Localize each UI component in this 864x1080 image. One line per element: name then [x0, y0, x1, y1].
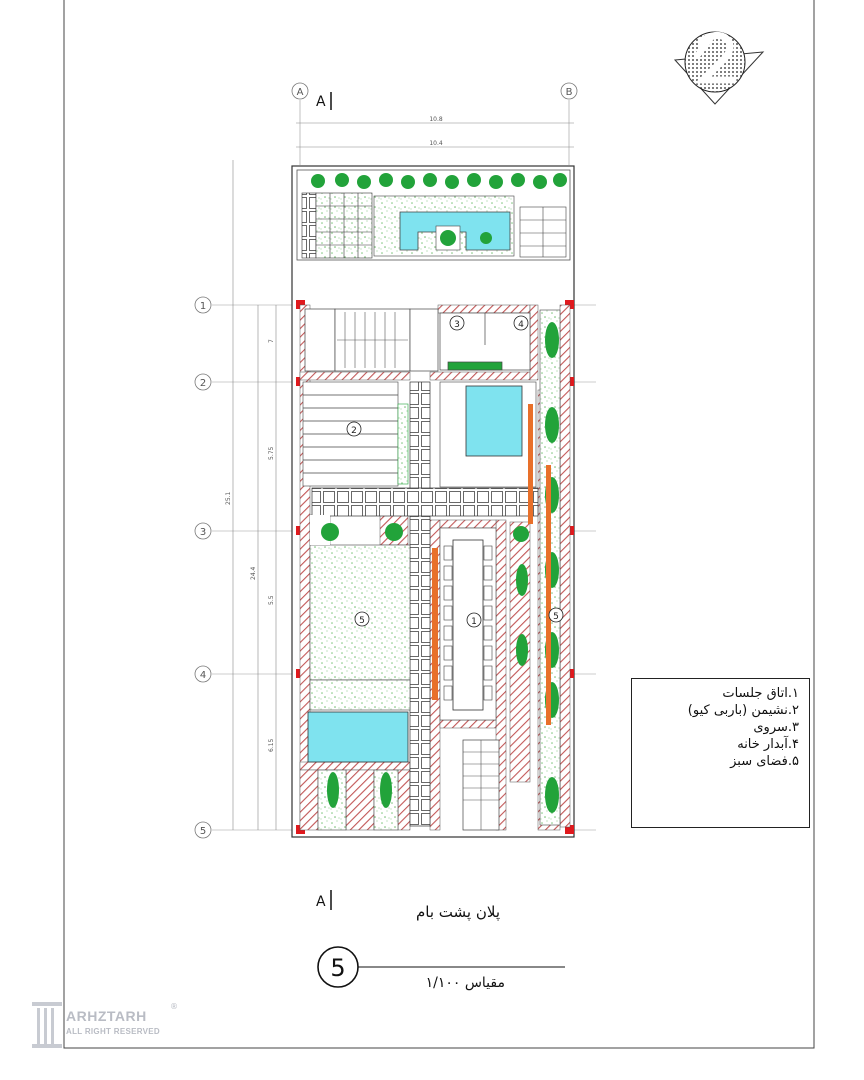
legend-item: ۴.آبدار خانه — [737, 737, 799, 752]
room-tag-5-left — [355, 612, 369, 626]
watermark-registered: ® — [170, 1002, 178, 1011]
section-mark-top — [316, 92, 331, 110]
legend-box — [631, 678, 810, 828]
legend-list — [632, 679, 809, 770]
svg-text:5.5: 5.5 — [268, 595, 275, 605]
watermark — [30, 1000, 190, 1060]
svg-text:5.75: 5.75 — [268, 446, 275, 460]
room-tag-3 — [450, 316, 464, 330]
section-mark-bottom — [316, 890, 331, 910]
room-tag-4 — [514, 316, 528, 330]
svg-text:B: B — [565, 87, 573, 98]
grid-column-B — [561, 83, 577, 165]
legend-item: ۵.فضای سبز — [730, 754, 799, 769]
north-arrow-icon — [675, 32, 763, 104]
svg-text:25.1: 25.1 — [225, 491, 232, 505]
room-tag-1 — [467, 613, 481, 627]
svg-text:2: 2 — [351, 426, 357, 436]
svg-text:3: 3 — [199, 527, 207, 538]
meeting-room — [432, 528, 496, 720]
left-dimensions — [225, 160, 276, 830]
top-garden — [297, 170, 570, 260]
svg-text:5: 5 — [553, 612, 559, 622]
plan-title: پلان پشت بام — [416, 903, 500, 921]
svg-text:A: A — [296, 87, 304, 98]
legend-item: ۲.نشیمن (باربی کیو) — [687, 703, 799, 718]
grid-row-2 — [195, 374, 211, 390]
legend-item: ۳.سروی — [753, 720, 799, 735]
watermark-brand: ARHZTARH — [66, 1008, 147, 1024]
room-tag-2 — [347, 422, 361, 436]
svg-text:24.4: 24.4 — [250, 566, 257, 580]
svg-text:4: 4 — [518, 320, 524, 330]
svg-text:3: 3 — [454, 320, 460, 330]
top-dimensions — [296, 116, 574, 147]
svg-text:1: 1 — [199, 301, 207, 312]
svg-text:1: 1 — [471, 617, 477, 627]
svg-text:5: 5 — [330, 954, 346, 982]
watermark-sub: ALL RIGHT RESERVED — [66, 1027, 161, 1036]
grid-column-A — [292, 83, 308, 165]
grid-row-5 — [195, 822, 211, 838]
svg-text:10.4: 10.4 — [429, 140, 443, 147]
plan-scale: مقیاس ۱/۱۰۰ — [425, 975, 505, 991]
svg-text:2: 2 — [199, 378, 207, 389]
svg-text:5: 5 — [199, 826, 207, 837]
svg-text:A: A — [316, 894, 326, 910]
column-logo-icon — [30, 1000, 64, 1050]
grid-row-3 — [195, 523, 211, 539]
svg-text:4: 4 — [199, 670, 207, 681]
grid-row-4 — [195, 666, 211, 682]
svg-text:10.8: 10.8 — [429, 116, 443, 123]
room-tag-5-right — [549, 608, 563, 622]
svg-text:6.15: 6.15 — [268, 738, 275, 752]
svg-text:A: A — [316, 94, 326, 110]
grid-row-1 — [195, 297, 211, 313]
svg-text:7: 7 — [268, 339, 275, 343]
legend-item: ۱.اتاق جلسات — [722, 686, 799, 701]
svg-text:5: 5 — [359, 616, 365, 626]
